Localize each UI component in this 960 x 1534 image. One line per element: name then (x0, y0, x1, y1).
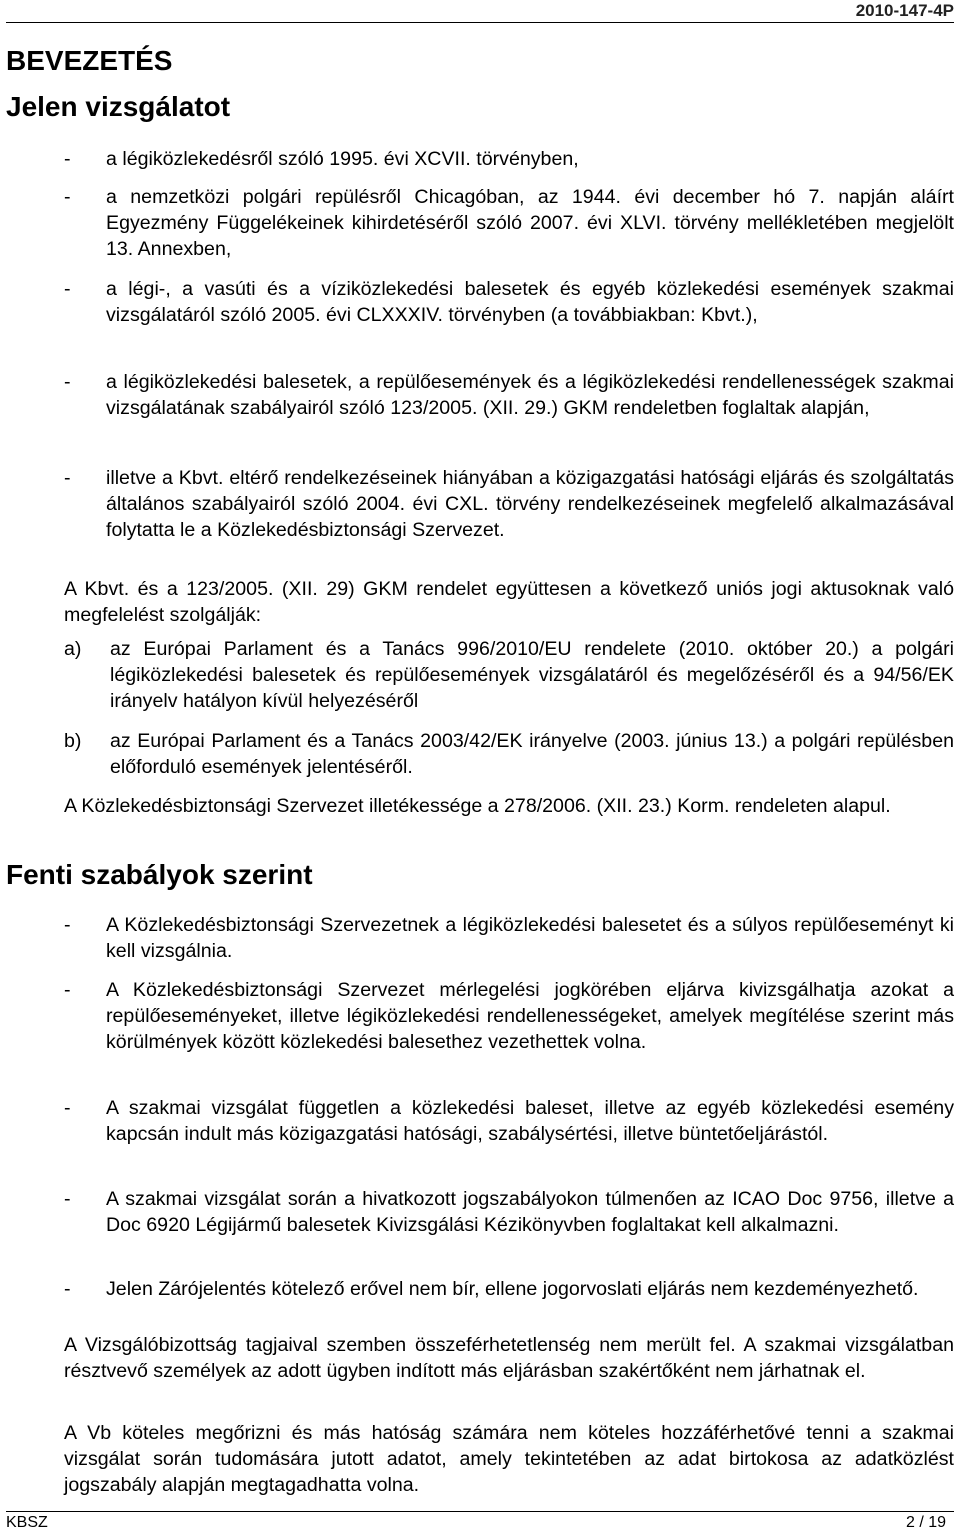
lettered-item-b (64, 728, 954, 780)
list-dash: - (64, 1097, 71, 1119)
list-item-text: A szakmai vizsgálat független a közlekedési baleset, illetve az egyéb közlekedési esemény kapcsán indult más közigazgatási hatósági, szabálysértési, illetve büntetőeljárástól. (106, 1097, 954, 1145)
list-item (64, 1095, 954, 1173)
list-item (64, 369, 954, 447)
document-id: 2010-147-4P (855, 1, 954, 20)
paragraph-conflict-of-interest: A Vizsgálóbizottság tagjaival szemben összeférhetetlenség nem merült fel. A szakmai vizsgálatban résztvevő személyek az adott ügyben indított más eljárásban szakértőként nem járhatnak el. (64, 1334, 954, 1382)
list-item (64, 1276, 954, 1328)
list-item (64, 912, 954, 964)
list-letter: b) (64, 730, 82, 752)
list-item-text: A Közlekedésbiztonsági Szervezetnek a légiközlekedési balesetet és a súlyos repülőeseményt ki kell vizsgálnia. (106, 914, 954, 962)
list-item-text: illetve a Kbvt. eltérő rendelkezéseinek hiányában a közigazgatási hatósági eljárás és szolgáltatás általános szabályairól szóló 2004. évi CXL. törvény rendelkezéseinek megfelelő alkalmazásával folytatta le a Közlekedésbiztonsági Szervezet. (106, 467, 954, 541)
lettered-item-a (64, 636, 954, 714)
list-item (64, 146, 954, 172)
list-item (64, 977, 954, 1081)
page-number: 2 / 19 (905, 1514, 946, 1531)
list-dash: - (64, 278, 71, 300)
list-dash: - (64, 467, 71, 489)
list-item-text: az Európai Parlament és a Tanács 2003/42/EK irányelve (2003. június 13.) a polgári repülésben előforduló események jelentéséről. (110, 730, 954, 778)
list-item (64, 184, 954, 262)
paragraph-eu-acts-intro: A Kbvt. és a 123/2005. (XII. 29) GKM rendelet együttesen a következő uniós jogi aktusoknak való megfelelést szolgálják: (64, 578, 954, 626)
list-item-text: a légiközlekedési balesetek, a repülőesemények és a légiközlekedési rendellenességek szakmai vizsgálatának szabályairól szóló 123/2005. (XII. 29.) GKM rendeletben foglaltak alapján, (106, 371, 954, 419)
section-title-rules: Fenti szabályok szerint (6, 859, 313, 890)
header-divider (6, 22, 954, 23)
list-item-text: a nemzetközi polgári repülésről Chicagóban, az 1944. évi december hó 7. napján aláírt Egyezmény Függelékeinek kihirdetéséről szóló 2007. évi XLVI. törvény mellékletében megjelölt 13. Annexben, (106, 186, 954, 260)
list-item-text: a légiközlekedésről szóló 1995. évi XCVII. törvényben, (106, 148, 579, 170)
list-item-text: A Közlekedésbiztonsági Szervezet mérlegelési jogkörében eljárva kivizsgálhatja azokat a repülőeseményeket, illetve légiközlekedési rendellenességeket, amelyek megítélése szerint más körülmények között közlekedési balesethez vezethettek volna. (106, 979, 954, 1053)
list-item-text: Jelen Zárójelentés kötelező erővel nem bír, ellene jogorvoslati eljárás nem kezdeményezhető. (106, 1278, 919, 1300)
list-dash: - (64, 148, 71, 170)
paragraph-data-confidentiality: A Vb köteles megőrizni és más hatóság számára nem köteles hozzáférhetővé tenni a szakmai vizsgálat során tudomására jutott adatot, amely tekintetében az adat birtokosa az adatközlést jogszabály alapján megtagadhatta volna. (64, 1422, 954, 1496)
section-subtitle: Jelen vizsgálatot (6, 91, 231, 122)
paragraph-competence: A Közlekedésbiztonsági Szervezet illetékessége a 278/2006. (XII. 23.) Korm. rendeleten alapul. (64, 795, 891, 817)
list-item-text: az Európai Parlament és a Tanács 996/2010/EU rendelete (2010. október 20.) a polgári légiközlekedési balesetek és repülőesemények vizsgálatáról és megelőzéséről és a 94/56/EK irányelv hatályon kívül helyezéséről (110, 638, 954, 712)
footer-divider (6, 1511, 954, 1512)
footer-org: KBSZ (6, 1514, 48, 1531)
list-item (64, 465, 954, 569)
list-dash: - (64, 186, 71, 208)
list-dash: - (64, 914, 71, 936)
list-dash: - (64, 1278, 71, 1300)
section-title-introduction: BEVEZETÉS (6, 45, 173, 76)
list-item (64, 1186, 954, 1264)
list-dash: - (64, 371, 71, 393)
list-item (64, 276, 954, 354)
list-item-text: A szakmai vizsgálat során a hivatkozott jogszabályokon túlmenően az ICAO Doc 9756, illetve a Doc 6920 Légijármű balesetek Kivizsgálási Kézikönyvben foglaltakat kell alkalmazni. (106, 1188, 954, 1236)
list-letter: a) (64, 638, 82, 660)
list-dash: - (64, 979, 71, 1001)
list-dash: - (64, 1188, 71, 1210)
list-item-text: a légi-, a vasúti és a víziközlekedési balesetek és egyéb közlekedési események szakmai vizsgálatáról szóló 2005. évi CLXXXIV. törvényben (a továbbiakban: Kbvt.), (106, 278, 954, 326)
